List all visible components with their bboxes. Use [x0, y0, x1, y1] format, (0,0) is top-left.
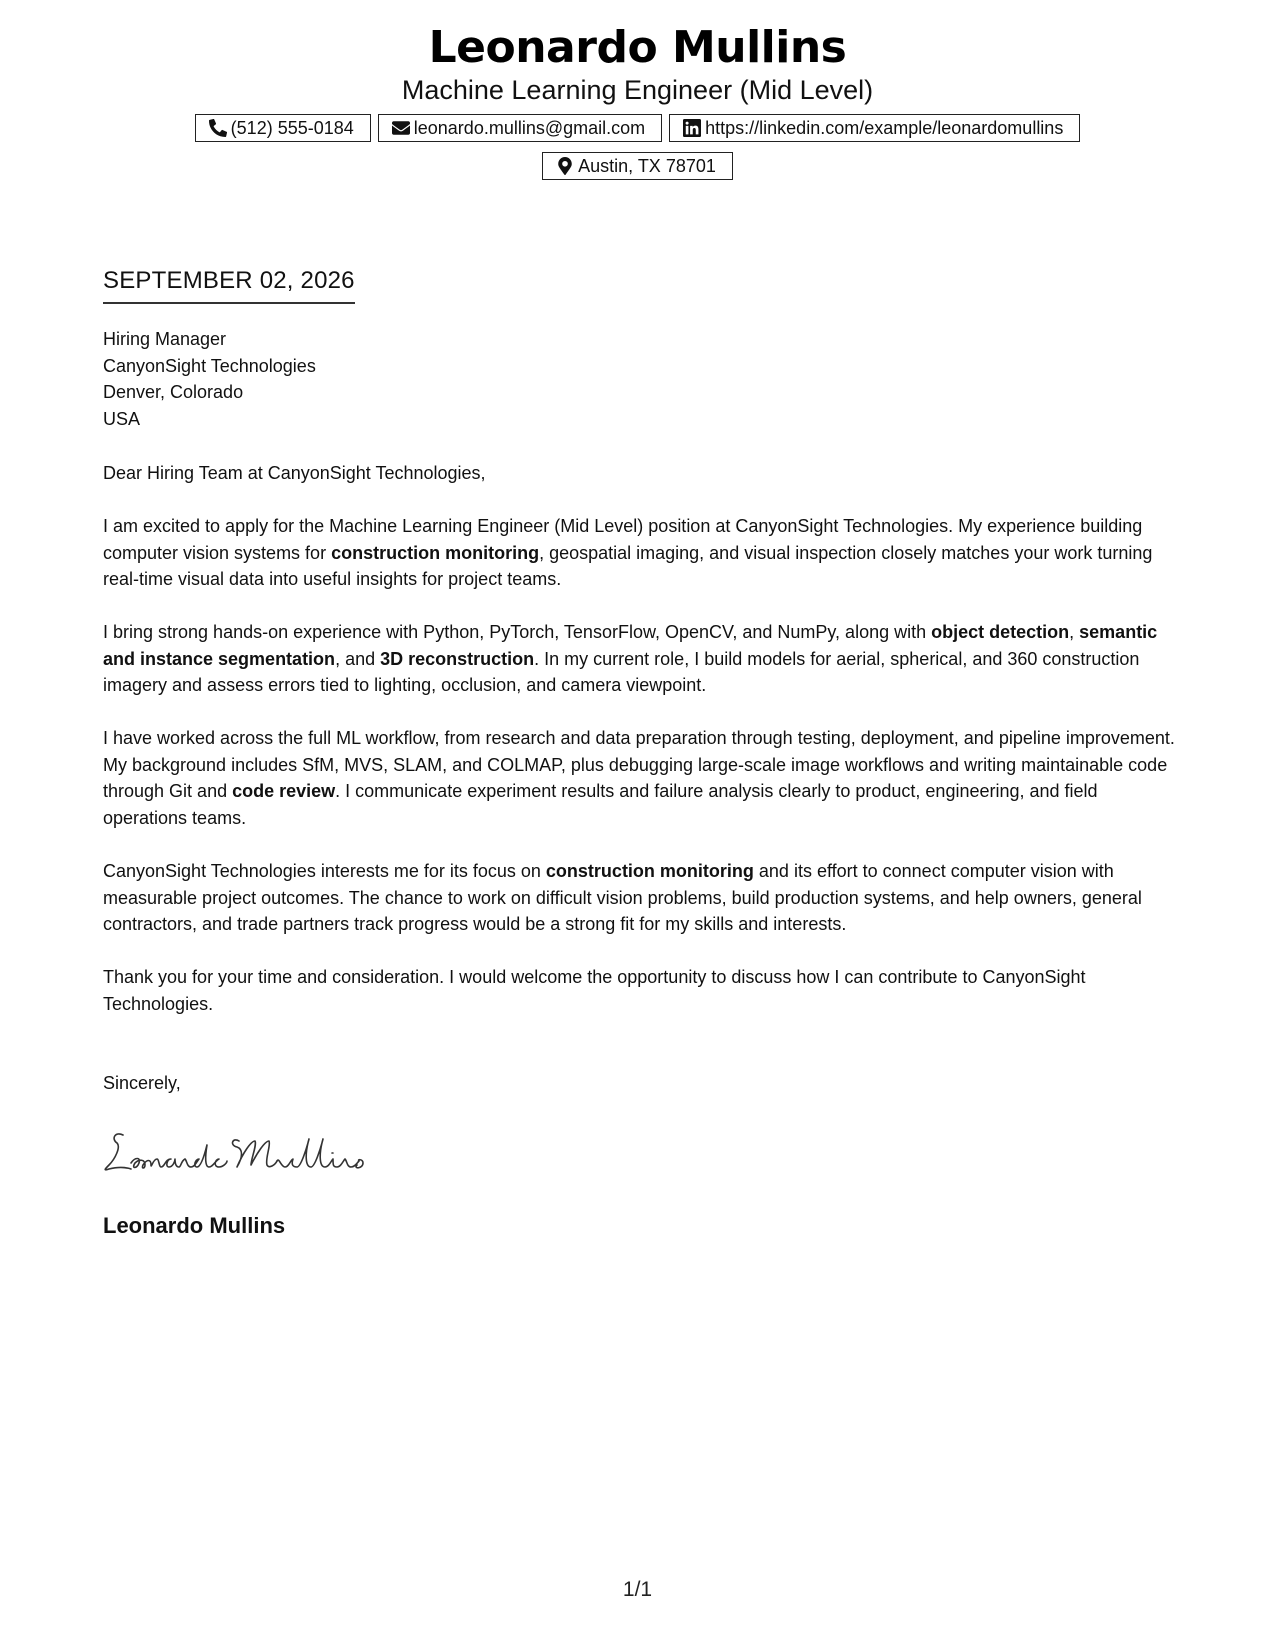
signed-name: Leonardo Mullins: [103, 1213, 286, 1238]
applicant-name: Leonardo Mullins: [428, 22, 847, 73]
location-text: Austin, TX 78701: [578, 155, 716, 176]
body-paragraph-5: Thank you for your time and consideration. I would welcome the opportunity to discuss how I can contribute to CanyonSight Technologies.: [103, 967, 1086, 1014]
page-number: 1/1: [622, 1578, 653, 1601]
bold-keyword: object detection: [931, 622, 1070, 642]
phone-contact[interactable]: [195, 114, 371, 142]
body-paragraph-4: [103, 858, 1178, 938]
body-paragraph-3: [103, 725, 1178, 831]
contact-row-2: [0, 152, 1275, 180]
handwritten-signature: [101, 1123, 371, 1179]
linkedin-contact[interactable]: [669, 114, 1080, 142]
bold-keyword: construction monitoring: [331, 542, 540, 563]
text-run: I am excited to apply for the Machine Learning Engineer (Mid Level) position at CanyonSight Technologies. My experience building computer vision systems for: [103, 516, 1143, 563]
applicant-title: Machine Learning Engineer (Mid Level): [401, 75, 874, 105]
recipient-line: Hiring Manager: [103, 329, 227, 349]
body-paragraph-2: [103, 619, 1178, 699]
envelope-icon: [392, 119, 410, 137]
bold-keyword: semantic and instance segmentation: [103, 622, 1158, 669]
linkedin-icon: [683, 119, 701, 137]
map-marker-icon: [556, 157, 574, 175]
bold-keyword: code review: [232, 781, 336, 801]
text-run: , and: [335, 648, 381, 669]
text-run: . I communicate experiment results and failure analysis clearly to product, engineering, and field operations teams.: [103, 781, 1098, 828]
letter-header: [0, 22, 1275, 106]
bold-keyword: construction monitoring: [545, 861, 754, 881]
text-run: ,: [1069, 622, 1080, 642]
phone-text: (512) 555-0184: [230, 117, 354, 138]
location-contact: [542, 152, 733, 180]
text-run: . In my current role, I build models for aerial, spherical, and 360 construction imagery and assess errors tied to lighting, occlusion, and camera viewpoint.: [103, 648, 1140, 695]
letter-date: SEPTEMBER 02, 2026: [103, 266, 355, 304]
text-run: and its effort to connect computer vision with measurable project outcomes. The chance to work on difficult vision problems, build production systems, and help owners, general contractors, and trade partners track progress would be a strong fit for my skills and interests.: [103, 861, 1142, 934]
contact-row: [0, 114, 1275, 142]
bold-keyword: 3D reconstruction: [380, 648, 535, 669]
email-text: leonardo.mullins@gmail.com: [413, 117, 646, 138]
recipient-country: USA: [103, 408, 141, 429]
linkedin-text: https://linkedin.com/example/leonardomullins: [705, 117, 1064, 138]
recipient-company: CanyonSight Technologies: [103, 355, 316, 376]
text-run: I have worked across the full ML workflow, from research and data preparation through testing, deployment, and pipeline improvement. My background includes SfM, MVS, SLAM, and COLMAP, plus debugging large-scale image workflows and writing maintainable code through Git and: [103, 728, 1175, 801]
text-run: , geospatial imaging, and visual inspection closely matches your work turning real-time visual data into useful insights for project teams.: [103, 542, 1153, 589]
phone-icon: [209, 119, 227, 137]
closing: Sincerely,: [103, 1073, 181, 1093]
text-run: CanyonSight Technologies interests me for its focus on: [103, 861, 546, 881]
text-run: I bring strong hands-on experience with Python, PyTorch, TensorFlow, OpenCV, and NumPy, along with: [103, 622, 932, 642]
email-contact[interactable]: [378, 114, 662, 142]
body-paragraph-1: [103, 513, 1178, 593]
recipient-city: Denver, Colorado: [103, 382, 244, 402]
recipient-block: [103, 326, 1178, 432]
salutation: Dear Hiring Team at CanyonSight Technologies,: [103, 463, 486, 483]
